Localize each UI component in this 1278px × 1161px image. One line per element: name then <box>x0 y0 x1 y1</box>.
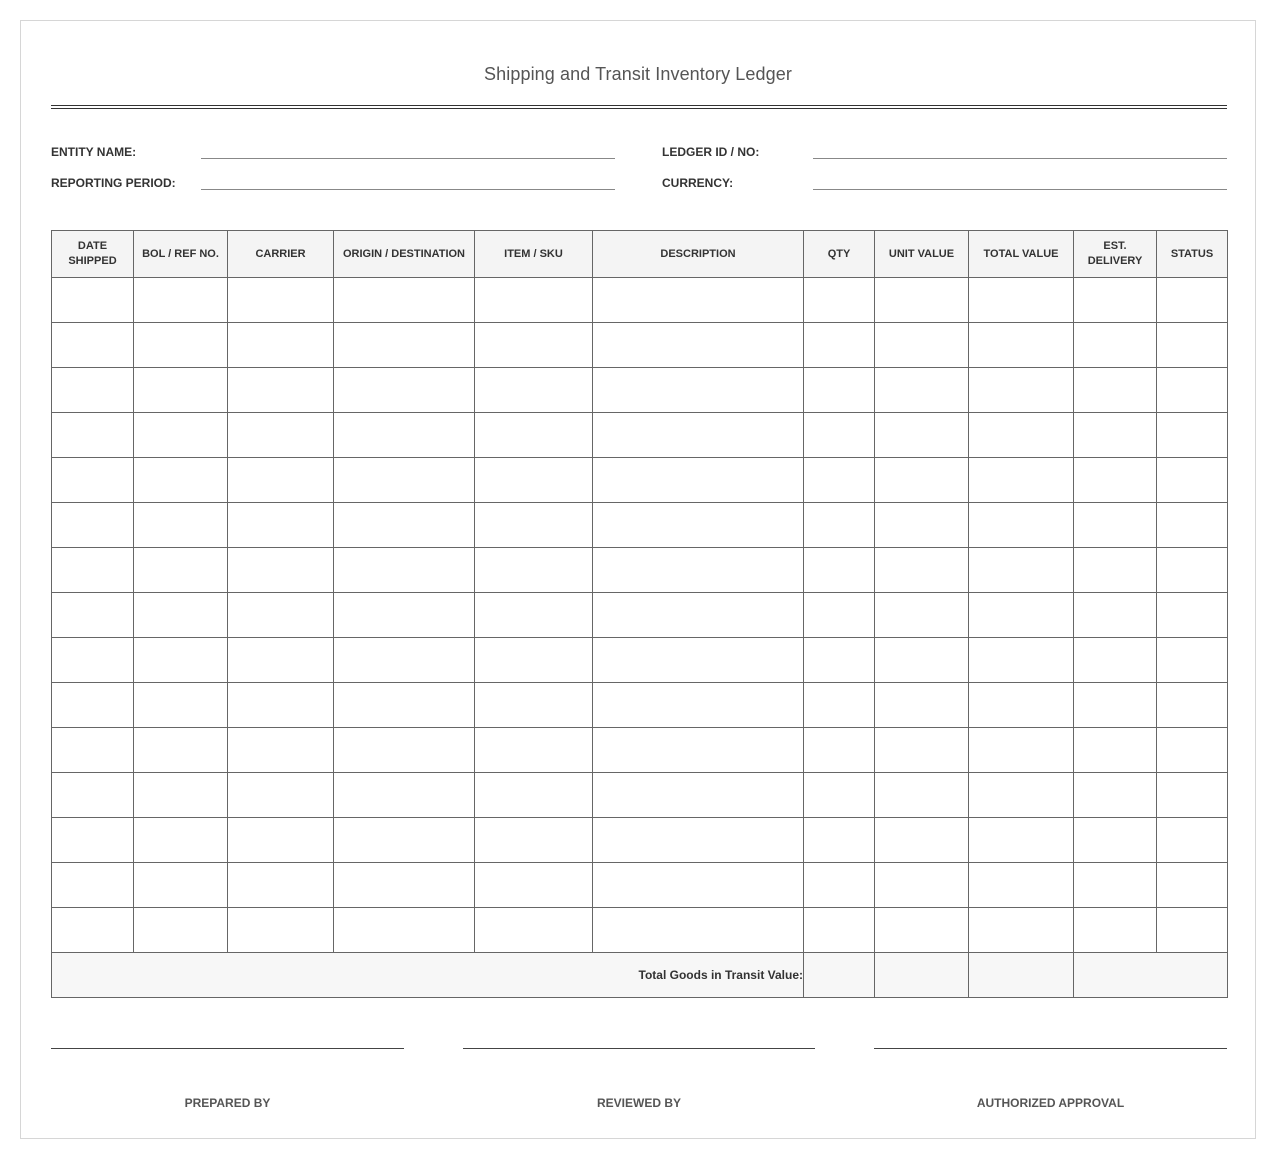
ledger-cell[interactable] <box>52 548 134 593</box>
ledger-cell[interactable] <box>804 593 875 638</box>
ledger-cell[interactable] <box>475 368 593 413</box>
ledger-cell[interactable] <box>334 278 475 323</box>
table-row <box>52 278 1228 323</box>
ledger-cell[interactable] <box>228 413 334 458</box>
ledger-cell[interactable] <box>134 368 228 413</box>
ledger-cell[interactable] <box>334 818 475 863</box>
ledger-cell[interactable] <box>969 323 1074 368</box>
ledger-cell[interactable] <box>1157 278 1228 323</box>
column-header-text: DESCRIPTION <box>660 247 736 260</box>
ledger-cell[interactable] <box>228 548 334 593</box>
ledger-cell[interactable] <box>134 818 228 863</box>
ledger-cell[interactable] <box>134 683 228 728</box>
ledger-cell[interactable] <box>1157 683 1228 728</box>
ledger-cell[interactable] <box>334 593 475 638</box>
ledger-id-label: LEDGER ID / NO: <box>662 145 760 159</box>
ledger-cell[interactable] <box>804 728 875 773</box>
ledger-cell[interactable] <box>228 818 334 863</box>
ledger-cell[interactable] <box>134 503 228 548</box>
ledger-cell[interactable] <box>475 863 593 908</box>
table-row <box>52 908 1228 953</box>
ledger-cell[interactable] <box>228 908 334 953</box>
ledger-cell[interactable] <box>1157 368 1228 413</box>
column-header <box>593 231 804 278</box>
table-row <box>52 413 1228 458</box>
total-unit-value-cell[interactable] <box>875 953 969 998</box>
ledger-cell[interactable] <box>134 413 228 458</box>
ledger-cell[interactable] <box>593 593 804 638</box>
ledger-cell[interactable] <box>969 593 1074 638</box>
ledger-cell[interactable] <box>1074 368 1157 413</box>
ledger-cell[interactable] <box>1074 773 1157 818</box>
table-row <box>52 503 1228 548</box>
ledger-table <box>51 230 1228 998</box>
ledger-cell[interactable] <box>875 413 969 458</box>
table-row <box>52 548 1228 593</box>
ledger-cell[interactable] <box>228 773 334 818</box>
ledger-cell[interactable] <box>1157 458 1228 503</box>
ledger-cell[interactable] <box>475 503 593 548</box>
ledger-cell[interactable] <box>134 728 228 773</box>
column-header-text: UNIT VALUE <box>888 247 955 260</box>
ledger-cell[interactable] <box>228 458 334 503</box>
ledger-cell[interactable] <box>1157 863 1228 908</box>
total-label: Total Goods in Transit Value: <box>52 953 804 998</box>
title-rule-bottom <box>51 108 1227 109</box>
ledger-cell[interactable] <box>1157 638 1228 683</box>
ledger-cell[interactable] <box>593 863 804 908</box>
ledger-cell[interactable] <box>475 638 593 683</box>
ledger-cell[interactable] <box>969 773 1074 818</box>
authorized-approval-label: AUTHORIZED APPROVAL <box>976 1096 1125 1110</box>
ledger-cell[interactable] <box>1074 413 1157 458</box>
ledger-cell[interactable] <box>969 503 1074 548</box>
ledger-cell[interactable] <box>1074 503 1157 548</box>
ledger-cell[interactable] <box>134 278 228 323</box>
ledger-cell[interactable] <box>804 638 875 683</box>
column-header-text: BOL / REF NO. <box>142 247 219 260</box>
total-qty-cell[interactable] <box>804 953 875 998</box>
column-header-text: QTY <box>827 247 851 260</box>
ledger-cell[interactable] <box>1074 323 1157 368</box>
table-row <box>52 818 1228 863</box>
ledger-cell[interactable] <box>334 773 475 818</box>
column-header <box>875 231 969 278</box>
column-header <box>52 231 134 278</box>
column-header-text: STATUS <box>1170 247 1214 260</box>
ledger-cell[interactable] <box>475 773 593 818</box>
ledger-cell[interactable] <box>593 368 804 413</box>
ledger-cell[interactable] <box>593 728 804 773</box>
column-header <box>334 231 475 278</box>
reviewed-by-line[interactable] <box>463 1048 815 1049</box>
ledger-cell[interactable] <box>52 503 134 548</box>
title-rule-top <box>51 105 1227 106</box>
document-title: Shipping and Transit Inventory Ledger <box>484 64 792 84</box>
table-header-row <box>52 231 1228 278</box>
ledger-cell[interactable] <box>593 323 804 368</box>
ledger-cell[interactable] <box>969 638 1074 683</box>
ledger-cell[interactable] <box>875 593 969 638</box>
ledger-cell[interactable] <box>334 368 475 413</box>
ledger-cell[interactable] <box>969 818 1074 863</box>
ledger-cell[interactable] <box>134 908 228 953</box>
ledger-cell[interactable] <box>334 503 475 548</box>
ledger-cell[interactable] <box>593 503 804 548</box>
ledger-cell[interactable] <box>804 818 875 863</box>
table-row <box>52 458 1228 503</box>
ledger-cell[interactable] <box>804 368 875 413</box>
column-header-text: SHIPPED <box>68 255 117 267</box>
ledger-cell[interactable] <box>875 908 969 953</box>
ledger-sheet <box>20 20 1256 1139</box>
ledger-cell[interactable] <box>134 773 228 818</box>
ledger-cell[interactable] <box>134 548 228 593</box>
entity-name-label: ENTITY NAME: <box>51 145 137 159</box>
total-value-cell[interactable] <box>969 953 1074 998</box>
ledger-cell[interactable] <box>52 593 134 638</box>
ledger-cell[interactable] <box>228 323 334 368</box>
ledger-cell[interactable] <box>475 908 593 953</box>
ledger-cell[interactable] <box>804 503 875 548</box>
ledger-cell[interactable] <box>1157 728 1228 773</box>
ledger-cell[interactable] <box>52 773 134 818</box>
ledger-cell[interactable] <box>875 728 969 773</box>
ledger-cell[interactable] <box>875 548 969 593</box>
currency-label: CURRENCY: <box>662 176 734 190</box>
currency-field[interactable] <box>813 189 1227 190</box>
ledger-cell[interactable] <box>475 728 593 773</box>
ledger-cell[interactable] <box>475 548 593 593</box>
ledger-cell[interactable] <box>334 683 475 728</box>
ledger-id-field[interactable] <box>813 158 1227 159</box>
ledger-cell[interactable] <box>969 908 1074 953</box>
ledger-cell[interactable] <box>134 458 228 503</box>
entity-name-field[interactable] <box>201 158 615 159</box>
authorized-approval-line[interactable] <box>874 1048 1227 1049</box>
ledger-cell[interactable] <box>875 458 969 503</box>
ledger-cell[interactable] <box>52 818 134 863</box>
ledger-cell[interactable] <box>1074 818 1157 863</box>
ledger-cell[interactable] <box>52 368 134 413</box>
ledger-cell[interactable] <box>969 278 1074 323</box>
ledger-cell[interactable] <box>334 413 475 458</box>
ledger-cell[interactable] <box>969 683 1074 728</box>
ledger-cell[interactable] <box>1157 773 1228 818</box>
column-header-text: EST. <box>1103 240 1127 252</box>
ledger-cell[interactable] <box>228 638 334 683</box>
ledger-cell[interactable] <box>228 368 334 413</box>
ledger-cell[interactable] <box>1074 278 1157 323</box>
ledger-cell[interactable] <box>228 278 334 323</box>
ledger-cell[interactable] <box>969 368 1074 413</box>
ledger-cell[interactable] <box>1157 413 1228 458</box>
column-header-text: ITEM / SKU <box>504 247 563 260</box>
ledger-cell[interactable] <box>228 863 334 908</box>
ledger-cell[interactable] <box>52 683 134 728</box>
ledger-cell[interactable] <box>475 818 593 863</box>
column-header <box>1074 231 1157 278</box>
table-row <box>52 323 1228 368</box>
prepared-by-line[interactable] <box>51 1048 404 1049</box>
ledger-cell[interactable] <box>804 863 875 908</box>
ledger-cell[interactable] <box>804 548 875 593</box>
ledger-cell[interactable] <box>475 458 593 503</box>
ledger-cell[interactable] <box>593 548 804 593</box>
reporting-period-field[interactable] <box>201 189 615 190</box>
ledger-cell[interactable] <box>969 458 1074 503</box>
column-header-text: CARRIER <box>255 247 306 260</box>
column-header-text: TOTAL VALUE <box>983 247 1059 260</box>
ledger-cell[interactable] <box>593 818 804 863</box>
ledger-cell[interactable] <box>1074 548 1157 593</box>
ledger-cell[interactable] <box>334 728 475 773</box>
ledger-cell[interactable] <box>593 683 804 728</box>
column-header <box>228 231 334 278</box>
column-header-text: DATE <box>77 240 108 252</box>
column-header <box>804 231 875 278</box>
ledger-cell[interactable] <box>475 413 593 458</box>
column-header <box>969 231 1074 278</box>
ledger-cell[interactable] <box>593 278 804 323</box>
ledger-cell[interactable] <box>52 863 134 908</box>
ledger-cell[interactable] <box>875 368 969 413</box>
column-header <box>134 231 228 278</box>
reporting-period-label: REPORTING PERIOD: <box>51 176 176 190</box>
ledger-cell[interactable] <box>52 458 134 503</box>
ledger-cell[interactable] <box>334 458 475 503</box>
total-row <box>52 953 1228 998</box>
prepared-by-label: PREPARED BY <box>184 1096 271 1110</box>
ledger-cell[interactable] <box>52 908 134 953</box>
table-row <box>52 728 1228 773</box>
ledger-cell[interactable] <box>334 908 475 953</box>
ledger-cell[interactable] <box>228 503 334 548</box>
ledger-cell[interactable] <box>1157 908 1228 953</box>
table-row <box>52 368 1228 413</box>
ledger-cell[interactable] <box>475 593 593 638</box>
ledger-cell[interactable] <box>334 323 475 368</box>
ledger-cell[interactable] <box>1157 503 1228 548</box>
total-blank-cell <box>1074 953 1228 998</box>
ledger-cell[interactable] <box>228 593 334 638</box>
ledger-cell[interactable] <box>969 548 1074 593</box>
table-row <box>52 863 1228 908</box>
ledger-cell[interactable] <box>804 773 875 818</box>
ledger-cell[interactable] <box>475 323 593 368</box>
ledger-cell[interactable] <box>875 818 969 863</box>
ledger-cell[interactable] <box>1157 548 1228 593</box>
ledger-cell[interactable] <box>228 728 334 773</box>
column-header <box>475 231 593 278</box>
ledger-cell[interactable] <box>593 773 804 818</box>
ledger-cell[interactable] <box>475 278 593 323</box>
ledger-cell[interactable] <box>1074 593 1157 638</box>
ledger-cell[interactable] <box>134 323 228 368</box>
ledger-cell[interactable] <box>804 278 875 323</box>
ledger-cell[interactable] <box>593 638 804 683</box>
ledger-cell[interactable] <box>228 683 334 728</box>
table-row <box>52 593 1228 638</box>
ledger-cell[interactable] <box>875 278 969 323</box>
ledger-cell[interactable] <box>1157 818 1228 863</box>
ledger-cell[interactable] <box>1074 908 1157 953</box>
ledger-cell[interactable] <box>334 548 475 593</box>
ledger-cell[interactable] <box>969 728 1074 773</box>
ledger-cell[interactable] <box>875 503 969 548</box>
ledger-cell[interactable] <box>52 413 134 458</box>
ledger-cell[interactable] <box>875 323 969 368</box>
table-body <box>52 278 1228 953</box>
ledger-cell[interactable] <box>134 863 228 908</box>
column-header-text: ORIGIN / DESTINATION <box>342 247 466 260</box>
ledger-cell[interactable] <box>804 458 875 503</box>
ledger-cell[interactable] <box>593 908 804 953</box>
ledger-cell[interactable] <box>52 278 134 323</box>
ledger-cell[interactable] <box>969 863 1074 908</box>
ledger-cell[interactable] <box>593 458 804 503</box>
ledger-cell[interactable] <box>334 638 475 683</box>
reviewed-by-label: REVIEWED BY <box>596 1096 681 1110</box>
ledger-cell[interactable] <box>1074 638 1157 683</box>
ledger-cell[interactable] <box>875 863 969 908</box>
table-row <box>52 683 1228 728</box>
ledger-cell[interactable] <box>134 638 228 683</box>
ledger-cell[interactable] <box>875 683 969 728</box>
ledger-cell[interactable] <box>969 413 1074 458</box>
ledger-cell[interactable] <box>1074 863 1157 908</box>
ledger-cell[interactable] <box>875 638 969 683</box>
ledger-cell[interactable] <box>52 638 134 683</box>
ledger-cell[interactable] <box>1074 458 1157 503</box>
ledger-cell[interactable] <box>804 323 875 368</box>
table-row <box>52 638 1228 683</box>
table-row <box>52 773 1228 818</box>
ledger-cell[interactable] <box>1157 323 1228 368</box>
ledger-cell[interactable] <box>593 413 804 458</box>
column-header-text: DELIVERY <box>1087 255 1143 267</box>
ledger-cell[interactable] <box>875 773 969 818</box>
ledger-cell[interactable] <box>804 413 875 458</box>
ledger-cell[interactable] <box>1074 683 1157 728</box>
ledger-cell[interactable] <box>475 683 593 728</box>
ledger-cell[interactable] <box>52 728 134 773</box>
ledger-cell[interactable] <box>134 593 228 638</box>
column-header <box>1157 231 1228 278</box>
ledger-cell[interactable] <box>1157 593 1228 638</box>
ledger-cell[interactable] <box>52 323 134 368</box>
ledger-cell[interactable] <box>1074 728 1157 773</box>
ledger-cell[interactable] <box>804 908 875 953</box>
ledger-cell[interactable] <box>334 863 475 908</box>
ledger-cell[interactable] <box>804 683 875 728</box>
